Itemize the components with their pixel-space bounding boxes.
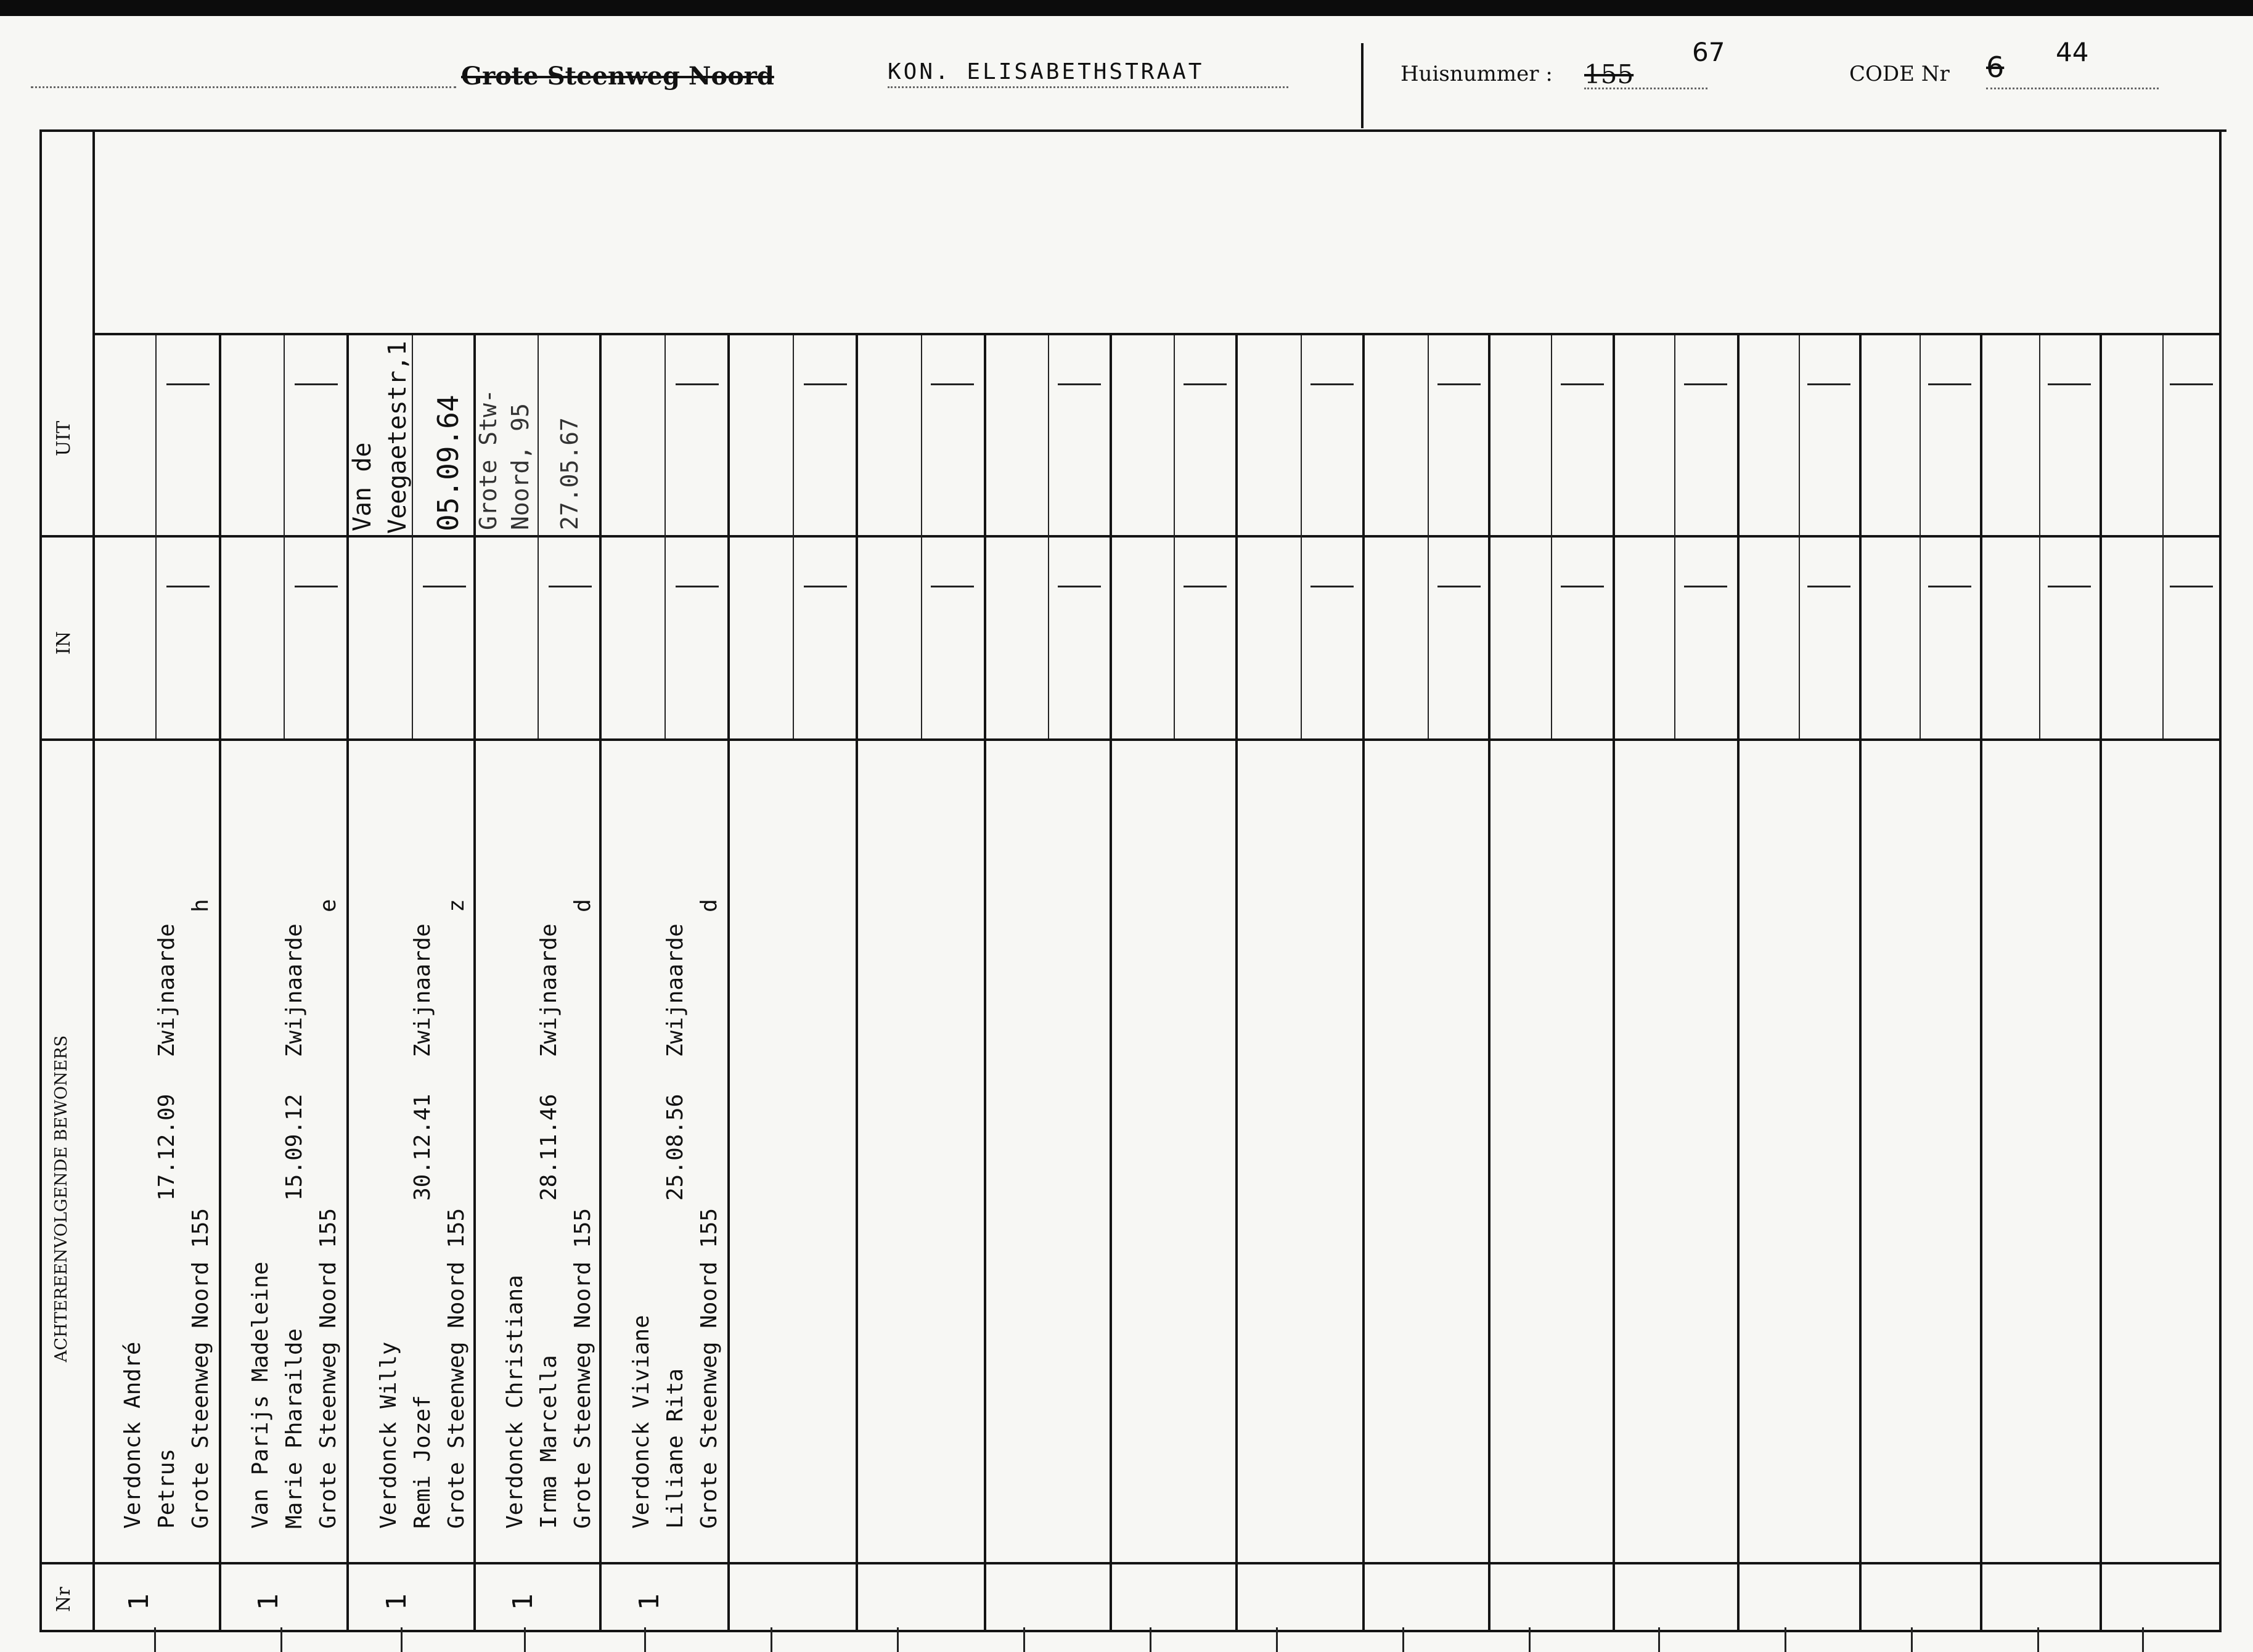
label-column-divider [92, 129, 95, 1630]
street-dotted-line-2 [888, 86, 1288, 88]
in-bewoners-divider [39, 738, 2222, 741]
top-scan-border [0, 0, 2253, 16]
in-label: IN [53, 631, 75, 655]
bewoners-nr-divider [39, 1562, 2222, 1564]
resident-birth-place: Zwijnaarde [663, 923, 688, 1057]
resident-given-names: Remi Jozef [410, 1395, 435, 1529]
resident-name: Verdonck Willy [376, 1341, 401, 1529]
resident-address: Grote Steenweg Noord 155 [697, 1208, 722, 1529]
resident-nr: 1 [507, 1593, 539, 1610]
resident-given-names: Irma Marcella [536, 1355, 562, 1529]
street-struck: Grote Steenweg Noord [461, 62, 774, 91]
resident-address: Grote Steenweg Noord 155 [444, 1208, 469, 1529]
header-divider [1361, 43, 1364, 128]
street-dotted-line [31, 86, 456, 88]
huisnummer-struck: 155 [1584, 59, 1634, 89]
table-top-border [39, 129, 2226, 132]
resident-nr: 1 [634, 1593, 665, 1610]
resident-birth-date: 17.12.09 [154, 1094, 179, 1201]
resident-given-names: Marie Pharailde [282, 1328, 307, 1529]
uit-entry-4-line2: Noord, 95 [507, 403, 534, 530]
resident-code: d [697, 899, 722, 912]
huisnummer-label: Huisnummer : [1400, 62, 1553, 86]
uit-entry-3-date: 05.09.64 [431, 395, 465, 531]
resident-name: Verdonck Viviane [629, 1315, 654, 1529]
resident-birth-place: Zwijnaarde [536, 923, 562, 1057]
resident-address: Grote Steenweg Noord 155 [188, 1208, 213, 1529]
resident-code: e [316, 899, 341, 912]
resident-birth-date: 15.09.12 [282, 1094, 307, 1201]
resident-nr: 1 [253, 1593, 284, 1610]
resident-code: z [444, 899, 469, 912]
table-right-border [2219, 129, 2222, 1630]
resident-name: Verdonck Christiana [502, 1275, 528, 1529]
resident-given-names: Petrus [154, 1448, 179, 1529]
resident-birth-place: Zwijnaarde [410, 923, 435, 1057]
resident-birth-place: Zwijnaarde [154, 923, 179, 1057]
huisnummer-current: 67 [1692, 37, 1725, 67]
resident-code: d [570, 899, 595, 912]
code-current: 44 [2056, 37, 2089, 67]
resident-birth-date: 28.11.46 [536, 1094, 562, 1201]
code-dotted-line [1986, 88, 2159, 89]
resident-birth-date: 30.12.41 [410, 1094, 435, 1201]
code-label: CODE Nr [1849, 62, 1950, 86]
street-current: KON. ELISABETHSTRAAT [888, 59, 1204, 84]
uit-entry-4-date: 27.05.67 [556, 417, 583, 530]
resident-code: h [188, 899, 213, 912]
bewoners-label: ACHTEREENVOLGENDE BEWONERS [52, 1035, 71, 1362]
resident-address: Grote Steenweg Noord 155 [316, 1208, 341, 1529]
table-left-border [39, 129, 42, 1630]
resident-nr: 1 [123, 1593, 155, 1610]
resident-given-names: Liliane Rita [663, 1368, 688, 1529]
table-bottom-border [39, 1630, 2222, 1632]
resident-nr: 1 [381, 1593, 412, 1610]
huisnummer-dotted-line [1584, 88, 1707, 89]
resident-name: Verdonck André [120, 1341, 145, 1529]
resident-birth-date: 25.08.56 [663, 1094, 688, 1201]
uit-entry-4-line1: Grote Stw- [475, 389, 502, 530]
resident-name: Van Parijs Madeleine [248, 1261, 273, 1529]
resident-address: Grote Steenweg Noord 155 [570, 1208, 595, 1529]
uit-in-divider [39, 535, 2222, 538]
code-struck: 6 [1986, 51, 2005, 84]
uit-label: UIT [53, 420, 75, 456]
uit-entry-3-line2: Veegaetestr,1 [383, 340, 412, 534]
uit-entry-3-line1: Van de [348, 442, 377, 531]
nr-label: Nr [53, 1587, 75, 1612]
resident-birth-place: Zwijnaarde [282, 923, 307, 1057]
